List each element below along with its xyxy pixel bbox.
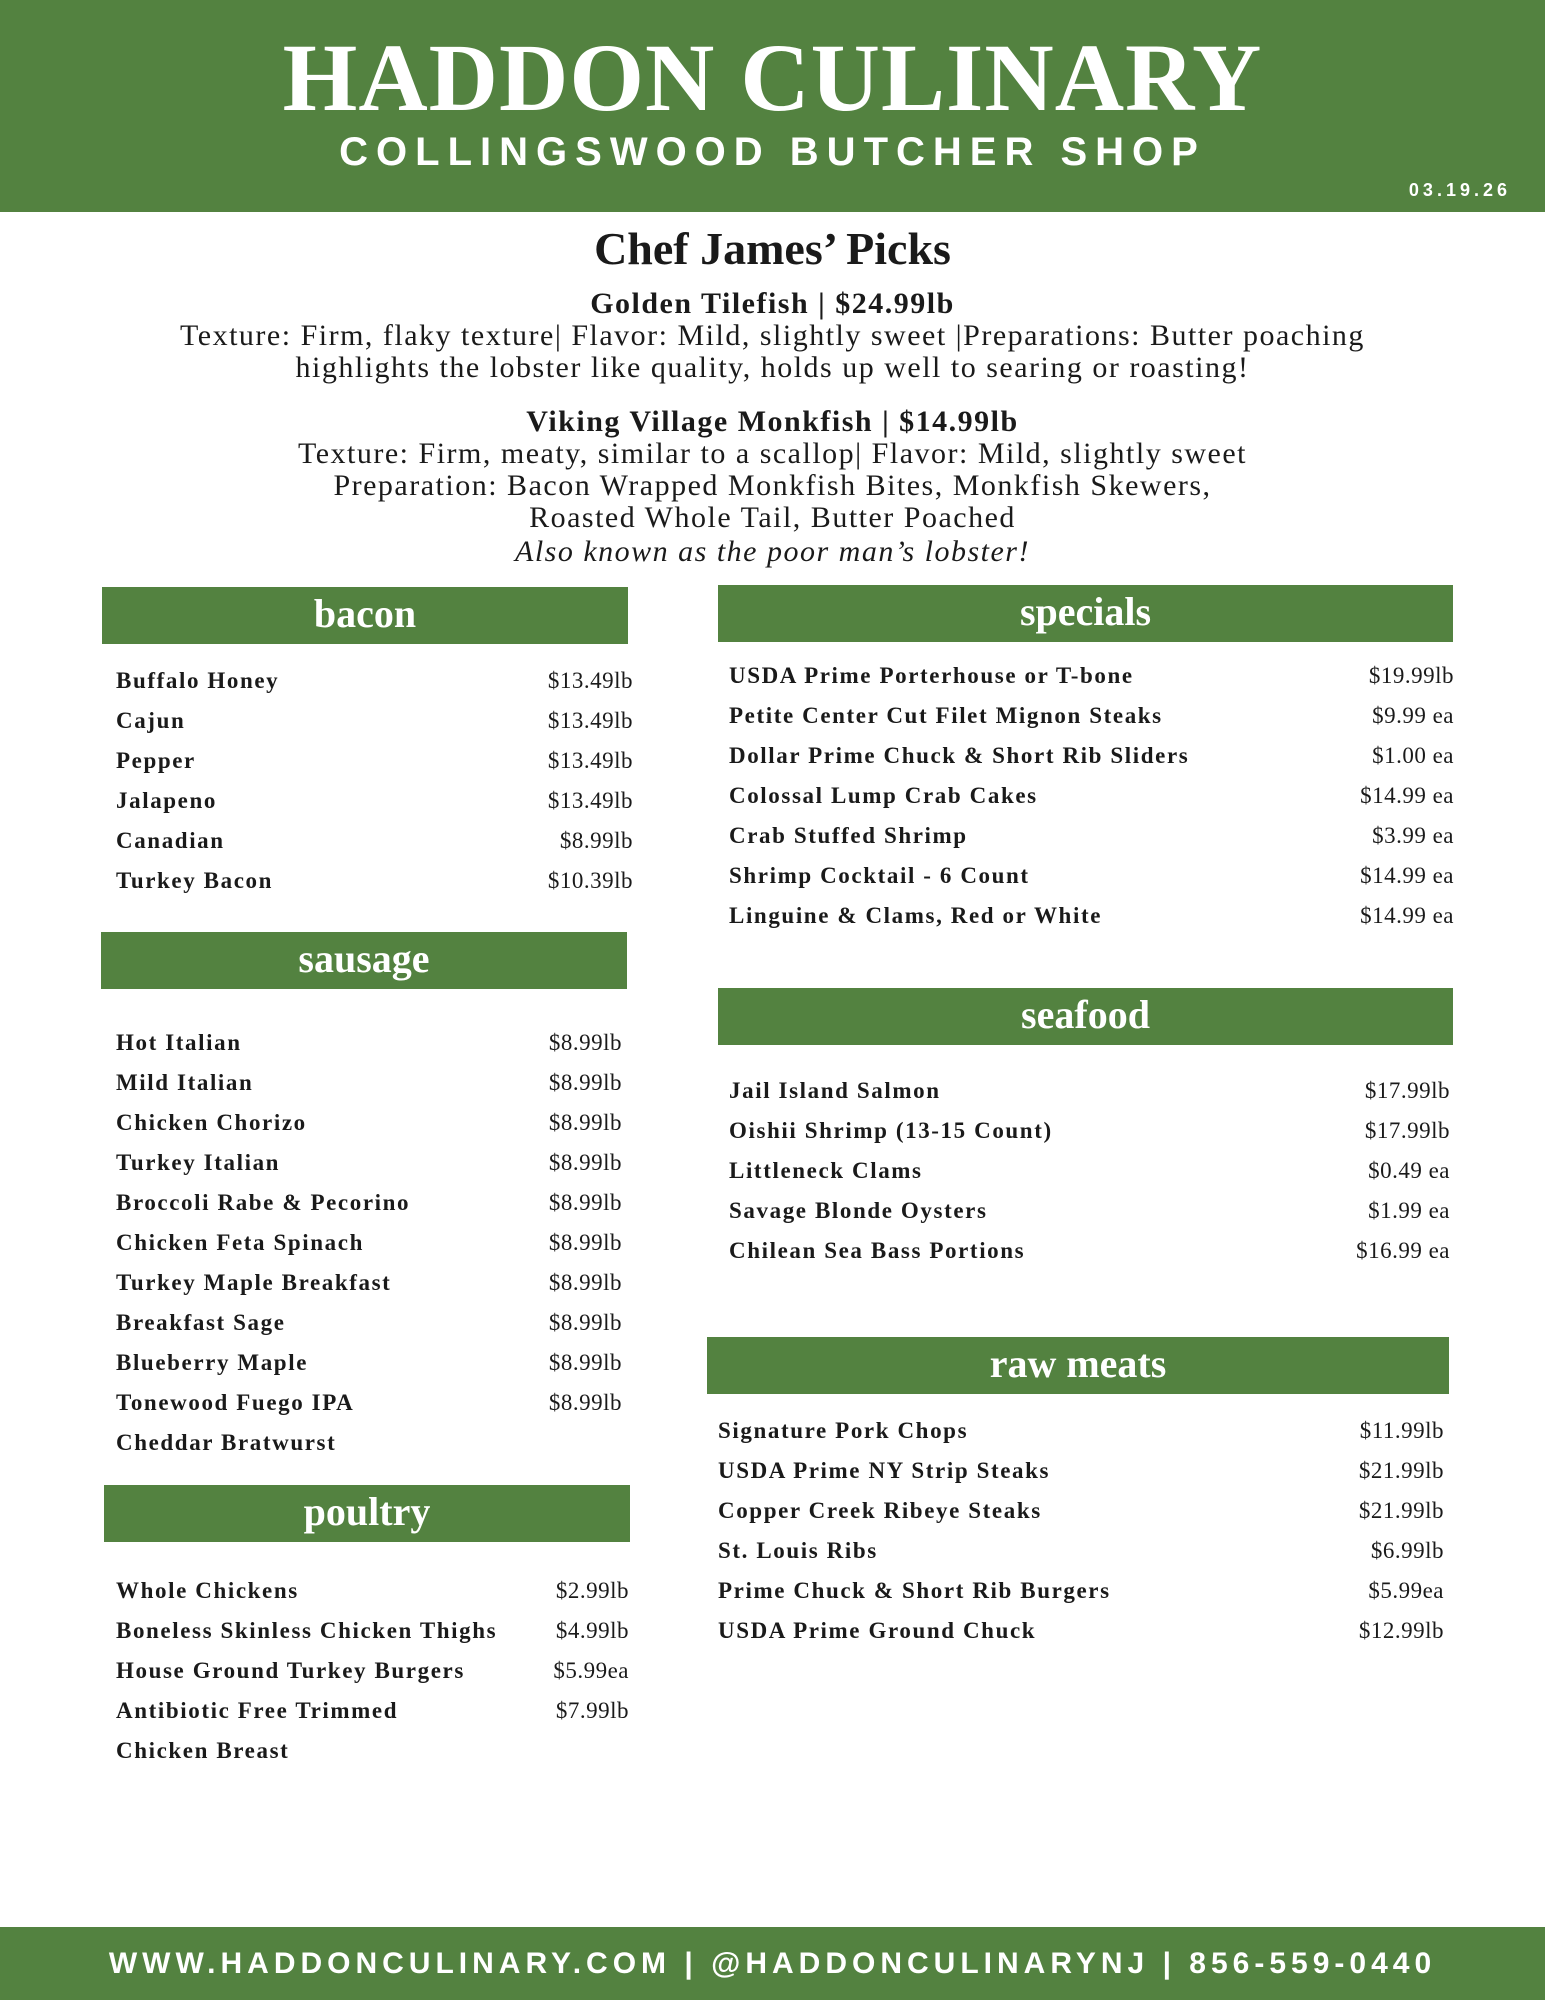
list-item: [718, 1616, 1444, 1646]
list-item: [729, 781, 1454, 811]
item-name: USDA Prime Ground Chuck: [718, 1618, 1037, 1643]
item-price: $8.99lb: [548, 1230, 622, 1255]
section-header-poultry: poultry: [104, 1485, 630, 1542]
list-item: [116, 1656, 629, 1686]
section-header-sausage: sausage: [101, 932, 627, 989]
item-name: Chilean Sea Bass Portions: [729, 1238, 1026, 1263]
list-item: [116, 1148, 622, 1178]
list-item: [729, 1236, 1450, 1266]
item-price: $17.99lb: [1364, 1078, 1450, 1103]
list-item: [116, 1228, 622, 1258]
item-name: Dollar Prime Chuck & Short Rib Sliders: [729, 743, 1190, 768]
section-header-raw-meats: raw meats: [707, 1337, 1449, 1394]
item-price: $5.99ea: [1368, 1578, 1444, 1603]
pick-monkfish-name: Viking Village Monkfish | $14.99lb: [526, 405, 1019, 438]
item-name: USDA Prime Porterhouse or T-bone: [729, 663, 1134, 688]
header-banner: [0, 0, 1545, 212]
item-price: $5.99ea: [553, 1658, 629, 1683]
item-price: $6.99lb: [1370, 1538, 1444, 1563]
item-name: Pepper: [116, 748, 196, 773]
list-item: [718, 1496, 1444, 1526]
item-name: Shrimp Cocktail - 6 Count: [729, 863, 1030, 888]
list-item: [116, 746, 633, 776]
list-item: [116, 1696, 629, 1726]
item-price: $8.99lb: [548, 1030, 622, 1055]
brand-title: HADDON CULINARY: [282, 24, 1263, 131]
item-name: Turkey Italian: [116, 1150, 281, 1175]
item-name: Antibiotic Free Trimmed: [116, 1698, 399, 1723]
pick-monkfish-note: Also known as the poor man’s lobster!: [515, 535, 1030, 568]
list-item: [729, 901, 1454, 931]
item-name: Petite Center Cut Filet Mignon Steaks: [729, 703, 1163, 728]
item-name: Hot Italian: [116, 1030, 242, 1055]
item-name: Tonewood Fuego IPA: [116, 1390, 355, 1415]
item-name: Cajun: [116, 708, 186, 733]
list-item: [729, 1196, 1450, 1226]
item-name: Littleneck Clams: [729, 1158, 923, 1183]
list-item: [718, 1576, 1444, 1606]
list-item: [729, 1156, 1450, 1186]
item-price: $21.99lb: [1358, 1498, 1444, 1523]
pick-tilefish-line-2: highlights the lobster like quality, holds up well to searing or roasting!: [295, 351, 1250, 384]
list-item: [729, 1076, 1450, 1106]
item-name: Mild Italian: [116, 1070, 254, 1095]
list-item: [116, 1028, 622, 1058]
list-item: [718, 1416, 1444, 1446]
item-name: Jail Island Salmon: [729, 1078, 941, 1103]
list-item: [718, 1536, 1444, 1566]
section-header-seafood: seafood: [718, 988, 1453, 1045]
pick-monkfish-line-3: Roasted Whole Tail, Butter Poached: [529, 501, 1016, 534]
list-item: [116, 1616, 629, 1646]
item-name: Copper Creek Ribeye Steaks: [718, 1498, 1042, 1523]
list-item: [116, 1308, 622, 1338]
item-price: $8.99lb: [548, 1150, 622, 1175]
list-item: [729, 741, 1454, 771]
list-item: [116, 706, 633, 736]
item-name: House Ground Turkey Burgers: [116, 1658, 465, 1683]
item-price: $1.00 ea: [1372, 743, 1454, 768]
item-name: Broccoli Rabe & Pecorino: [116, 1190, 411, 1215]
item-name: St. Louis Ribs: [718, 1538, 878, 1563]
section-header-specials: specials: [718, 585, 1453, 642]
list-item: [116, 1428, 622, 1458]
item-name: Jalapeno: [116, 788, 217, 813]
item-name: Crab Stuffed Shrimp: [729, 823, 968, 848]
item-price: $8.99lb: [548, 1190, 622, 1215]
item-price: $17.99lb: [1364, 1118, 1450, 1143]
item-price: $13.49lb: [547, 668, 633, 693]
item-price: $21.99lb: [1358, 1458, 1444, 1483]
item-price: $11.99lb: [1359, 1418, 1444, 1443]
item-name: Colossal Lump Crab Cakes: [729, 783, 1038, 808]
list-item: [116, 666, 633, 696]
item-price: $8.99lb: [559, 828, 633, 853]
item-price: $19.99lb: [1368, 663, 1454, 688]
section-header-bacon: bacon: [102, 587, 628, 644]
item-price: $8.99lb: [548, 1350, 622, 1375]
item-name: Blueberry Maple: [116, 1350, 308, 1375]
item-price: $1.99 ea: [1368, 1198, 1450, 1223]
footer-banner: [0, 1927, 1545, 2000]
item-price: $9.99 ea: [1372, 703, 1454, 728]
footer-contact: WWW.HADDONCULINARY.COM | @HADDONCULINARYNJ | 856-559-0440: [108, 1947, 1437, 1980]
item-price: $8.99lb: [548, 1270, 622, 1295]
item-name: Cheddar Bratwurst: [116, 1430, 337, 1455]
list-item: [116, 866, 633, 896]
pick-monkfish-line-1: Texture: Firm, meaty, similar to a scallop| Flavor: Mild, slightly sweet: [298, 437, 1247, 470]
list-item: [729, 661, 1454, 691]
item-name: Signature Pork Chops: [718, 1418, 969, 1443]
item-name: Breakfast Sage: [116, 1310, 286, 1335]
picks-title: Chef James’ Picks: [594, 223, 951, 274]
list-item: [729, 701, 1454, 731]
pick-monkfish-line-2: Preparation: Bacon Wrapped Monkfish Bites, Monkfish Skewers,: [333, 469, 1212, 502]
item-price: $16.99 ea: [1356, 1238, 1450, 1263]
item-price: $14.99 ea: [1360, 863, 1454, 888]
menu-date: 03.19.26: [1408, 180, 1511, 200]
list-item: [116, 1068, 622, 1098]
list-item: [116, 786, 633, 816]
list-item: [116, 1388, 622, 1418]
item-price: $2.99lb: [555, 1578, 629, 1603]
list-item: [116, 1736, 629, 1766]
list-item: [729, 821, 1454, 851]
item-price: $8.99lb: [548, 1070, 622, 1095]
list-item: [729, 1116, 1450, 1146]
item-price: $8.99lb: [548, 1110, 622, 1135]
item-price: $7.99lb: [555, 1698, 629, 1723]
list-item: [729, 861, 1454, 891]
item-price: $4.99lb: [555, 1618, 629, 1643]
item-name: Canadian: [116, 828, 225, 853]
item-name: Chicken Breast: [116, 1738, 290, 1763]
item-name: Linguine & Clams, Red or White: [729, 903, 1103, 928]
item-price: $13.49lb: [547, 708, 633, 733]
pick-tilefish-name: Golden Tilefish | $24.99lb: [590, 287, 955, 320]
item-price: $13.49lb: [547, 788, 633, 813]
item-name: Turkey Maple Breakfast: [116, 1270, 392, 1295]
item-name: Prime Chuck & Short Rib Burgers: [718, 1578, 1111, 1603]
item-name: Chicken Chorizo: [116, 1110, 307, 1135]
item-price: $12.99lb: [1358, 1618, 1444, 1643]
item-name: USDA Prime NY Strip Steaks: [718, 1458, 1051, 1483]
item-name: Whole Chickens: [116, 1578, 299, 1603]
list-item: [116, 1268, 622, 1298]
pick-tilefish-line-1: Texture: Firm, flaky texture| Flavor: Mild, slightly sweet |Preparations: Butter poaching: [180, 319, 1365, 352]
brand-subtitle: COLLINGSWOOD BUTCHER SHOP: [339, 130, 1206, 174]
item-price: $14.99 ea: [1360, 903, 1454, 928]
item-price: $3.99 ea: [1372, 823, 1454, 848]
item-price: $13.49lb: [547, 748, 633, 773]
item-name: Chicken Feta Spinach: [116, 1230, 364, 1255]
list-item: [116, 1108, 622, 1138]
list-item: [718, 1456, 1444, 1486]
item-price: $0.49 ea: [1368, 1158, 1450, 1183]
item-price: $14.99 ea: [1360, 783, 1454, 808]
list-item: [116, 1188, 622, 1218]
item-name: Boneless Skinless Chicken Thighs: [116, 1618, 498, 1643]
list-item: [116, 1576, 629, 1606]
item-price: $8.99lb: [548, 1390, 622, 1415]
item-name: Turkey Bacon: [116, 868, 274, 893]
item-name: Oishii Shrimp (13-15 Count): [729, 1118, 1053, 1143]
item-price: $10.39lb: [547, 868, 633, 893]
item-price: $8.99lb: [548, 1310, 622, 1335]
list-item: [116, 826, 633, 856]
list-item: [116, 1348, 622, 1378]
item-name: Savage Blonde Oysters: [729, 1198, 988, 1223]
item-name: Buffalo Honey: [116, 668, 280, 693]
